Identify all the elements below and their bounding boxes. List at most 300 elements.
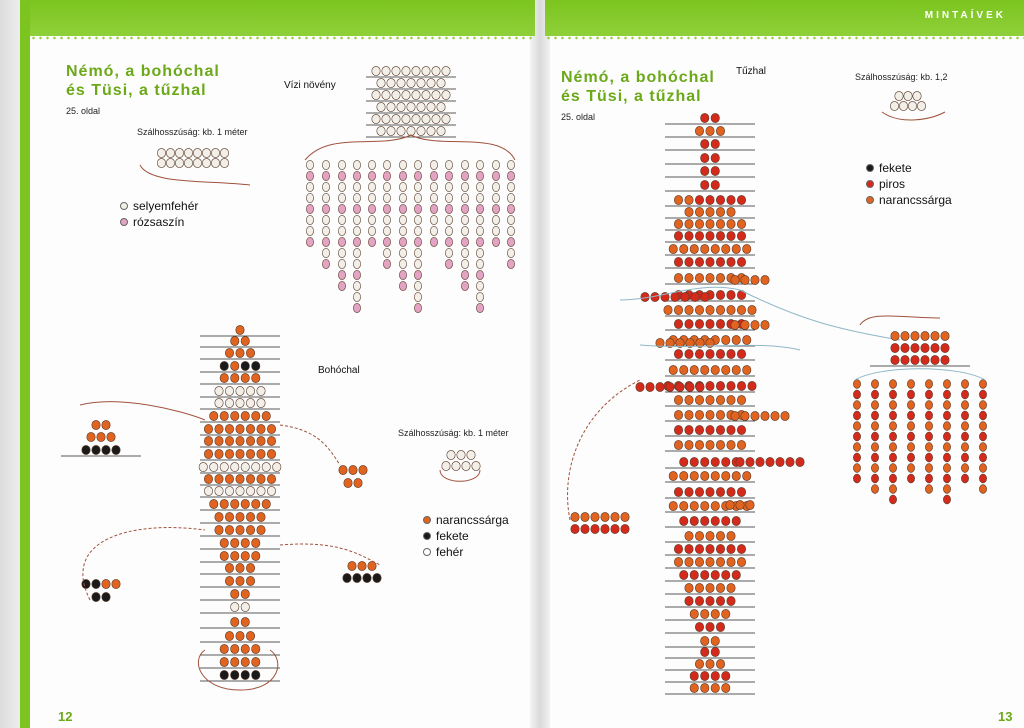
right-title-line1: Némó, a bohóchal: [561, 69, 715, 86]
bead: [925, 443, 932, 452]
bead: [979, 453, 986, 462]
bead: [252, 499, 260, 508]
bead: [220, 644, 228, 653]
bead: [943, 390, 950, 399]
bead: [382, 90, 390, 99]
bead: [399, 270, 406, 279]
bead: [97, 432, 105, 441]
thread-path: [855, 369, 985, 380]
bead: [306, 226, 313, 235]
bead: [685, 231, 693, 240]
bead: [690, 683, 698, 692]
bead: [680, 365, 688, 374]
bead: [231, 336, 239, 345]
bead: [225, 449, 233, 458]
bead: [722, 671, 730, 680]
bead: [899, 101, 907, 110]
bead: [353, 259, 360, 268]
bead: [353, 573, 361, 582]
bead: [383, 215, 390, 224]
bead: [392, 66, 400, 75]
bead: [414, 259, 421, 268]
bead: [680, 244, 688, 253]
bead: [674, 395, 682, 404]
bead: [322, 182, 329, 191]
bead: [383, 204, 390, 213]
bead: [397, 78, 405, 87]
bead: [343, 573, 351, 582]
bead: [306, 193, 313, 202]
bead: [220, 158, 228, 167]
bead: [907, 443, 914, 452]
bead: [225, 386, 233, 395]
bead: [695, 305, 703, 314]
bead: [220, 411, 228, 420]
legend-label: selyemfehér: [133, 199, 199, 213]
bead: [711, 244, 719, 253]
bead: [338, 259, 345, 268]
bead: [701, 471, 709, 480]
bead: [322, 160, 329, 169]
bead: [695, 425, 703, 434]
bead: [722, 335, 730, 344]
bead: [437, 78, 445, 87]
bead: [891, 355, 899, 364]
bead: [979, 380, 986, 389]
bead: [731, 411, 739, 420]
bead: [761, 320, 769, 329]
bead: [204, 486, 212, 495]
bead: [737, 305, 745, 314]
bead: [407, 102, 415, 111]
bead: [925, 453, 932, 462]
bead: [711, 570, 719, 579]
bead: [414, 182, 421, 191]
bead: [674, 231, 682, 240]
bead: [711, 153, 719, 162]
bead: [383, 171, 390, 180]
bead: [417, 78, 425, 87]
bead: [267, 436, 275, 445]
bead: [306, 204, 313, 213]
bead: [716, 319, 724, 328]
bead: [437, 126, 445, 135]
bead: [359, 465, 367, 474]
bead: [722, 471, 730, 480]
bead: [241, 499, 249, 508]
bead: [452, 461, 460, 470]
bead: [925, 485, 932, 494]
bead: [257, 436, 265, 445]
bead: [716, 440, 724, 449]
bead: [399, 215, 406, 224]
bead: [890, 101, 898, 110]
bead: [445, 171, 452, 180]
bead: [674, 349, 682, 358]
bead: [685, 257, 693, 266]
bead: [695, 231, 703, 240]
bead: [706, 659, 714, 668]
bead: [706, 349, 714, 358]
bead: [246, 525, 254, 534]
bead: [445, 193, 452, 202]
bead: [412, 114, 420, 123]
bead: [690, 570, 698, 579]
bead: [669, 244, 677, 253]
bead: [383, 248, 390, 257]
bead: [943, 411, 950, 420]
bead: [889, 443, 896, 452]
bead: [231, 361, 239, 370]
bead: [322, 171, 329, 180]
bead: [621, 512, 629, 521]
bead: [732, 516, 740, 525]
bead: [941, 355, 949, 364]
bead: [680, 570, 688, 579]
bead: [112, 445, 120, 454]
bead: [246, 348, 254, 357]
bead: [943, 380, 950, 389]
bead: [392, 90, 400, 99]
bead: [215, 449, 223, 458]
bead: [353, 248, 360, 257]
bead: [943, 401, 950, 410]
thread-length-note-2: Szálhosszúság: kb. 1 méter: [398, 428, 509, 438]
bead: [215, 486, 223, 495]
bead: [664, 305, 672, 314]
bead: [82, 445, 90, 454]
bead: [701, 647, 709, 656]
bead: [706, 596, 714, 605]
bead: [322, 226, 329, 235]
bead: [716, 349, 724, 358]
right-title-line2: és Tüsi, a tűzhal: [561, 88, 702, 105]
bead: [695, 544, 703, 553]
bead: [210, 411, 218, 420]
bead: [601, 512, 609, 521]
bead: [853, 390, 860, 399]
bead: [961, 453, 968, 462]
bead: [231, 551, 239, 560]
bead: [889, 411, 896, 420]
thread-path: [80, 402, 205, 420]
bead: [236, 576, 244, 585]
bead: [706, 531, 714, 540]
bead: [252, 644, 260, 653]
bead: [241, 589, 249, 598]
bead: [961, 411, 968, 420]
bead: [231, 373, 239, 382]
bead: [372, 90, 380, 99]
bead: [711, 516, 719, 525]
bead: [507, 215, 514, 224]
bead: [338, 193, 345, 202]
bead: [701, 180, 709, 189]
bead: [676, 382, 684, 391]
bead: [727, 557, 735, 566]
bead: [680, 471, 688, 480]
legend-label: fekete: [436, 529, 469, 543]
bead: [727, 195, 735, 204]
thread-path: [198, 650, 277, 690]
legend-label: piros: [879, 177, 906, 191]
bead: [943, 485, 950, 494]
bead: [711, 113, 719, 122]
bead: [961, 390, 968, 399]
bead: [338, 215, 345, 224]
bead: [241, 538, 249, 547]
thread-path: [140, 165, 250, 185]
bead: [492, 226, 499, 235]
bead: [368, 171, 375, 180]
bead: [716, 257, 724, 266]
bead: [711, 471, 719, 480]
bead: [322, 237, 329, 246]
bead: [571, 512, 579, 521]
bead: [766, 457, 774, 466]
bead: [727, 395, 735, 404]
bead: [674, 273, 682, 282]
bead: [716, 219, 724, 228]
bead: [414, 193, 421, 202]
bead: [220, 462, 228, 471]
bead: [399, 171, 406, 180]
bead: [871, 380, 878, 389]
bead: [322, 193, 329, 202]
bead: [711, 609, 719, 618]
bead: [231, 499, 239, 508]
bead: [353, 160, 360, 169]
bead: [399, 160, 406, 169]
bead: [853, 464, 860, 473]
bead: [727, 305, 735, 314]
bead: [322, 204, 329, 213]
bead: [476, 171, 483, 180]
bead: [445, 204, 452, 213]
bead: [674, 219, 682, 228]
bead: [690, 516, 698, 525]
legend-label: narancssárga: [436, 513, 509, 527]
bead: [701, 244, 709, 253]
bead: [913, 91, 921, 100]
bead: [706, 557, 714, 566]
bead: [751, 411, 759, 420]
bead: [257, 398, 265, 407]
bead: [748, 381, 756, 390]
bead: [414, 204, 421, 213]
bead: [706, 622, 714, 631]
bead: [377, 126, 385, 135]
bead: [267, 424, 275, 433]
bead: [591, 512, 599, 521]
bead: [417, 102, 425, 111]
bead: [695, 596, 703, 605]
bead: [220, 670, 228, 679]
bead: [338, 237, 345, 246]
bead: [722, 244, 730, 253]
bead: [706, 126, 714, 135]
bead: [476, 193, 483, 202]
bead: [427, 102, 435, 111]
bead: [461, 171, 468, 180]
bead: [695, 659, 703, 668]
bead: [166, 158, 174, 167]
bead: [907, 401, 914, 410]
bead: [737, 231, 745, 240]
bead: [252, 462, 260, 471]
bead: [467, 450, 475, 459]
bead: [925, 432, 932, 441]
bead: [231, 462, 239, 471]
bead: [853, 380, 860, 389]
bead: [430, 237, 437, 246]
bead: [737, 381, 745, 390]
bead: [407, 126, 415, 135]
bead: [339, 465, 347, 474]
bead: [92, 579, 100, 588]
bead: [220, 361, 228, 370]
bead: [889, 422, 896, 431]
bead: [690, 501, 698, 510]
bead: [414, 270, 421, 279]
bead: [611, 524, 619, 533]
bead: [225, 486, 233, 495]
bead: [442, 66, 450, 75]
bead: [368, 226, 375, 235]
bead: [907, 464, 914, 473]
bead: [372, 66, 380, 75]
bead: [901, 343, 909, 352]
bead: [685, 319, 693, 328]
bead: [457, 450, 465, 459]
bead: [931, 355, 939, 364]
bead: [737, 349, 745, 358]
bead: [442, 90, 450, 99]
bead: [751, 320, 759, 329]
bead: [399, 204, 406, 213]
thread-path: [440, 470, 480, 481]
bead: [184, 158, 192, 167]
bead: [727, 219, 735, 228]
bead: [427, 126, 435, 135]
bead: [853, 422, 860, 431]
bead: [112, 579, 120, 588]
bead: [706, 425, 714, 434]
bead: [685, 557, 693, 566]
bead: [941, 343, 949, 352]
bead: [695, 273, 703, 282]
left-page-ref: 25. oldal: [66, 106, 101, 116]
bead: [338, 160, 345, 169]
bead: [979, 464, 986, 473]
bead: [241, 657, 249, 666]
bead: [716, 487, 724, 496]
bead: [701, 501, 709, 510]
bead: [445, 215, 452, 224]
bead: [871, 432, 878, 441]
bead: [680, 516, 688, 525]
bead: [476, 281, 483, 290]
bead: [751, 275, 759, 284]
bead: [669, 365, 677, 374]
bead: [377, 102, 385, 111]
bead: [507, 237, 514, 246]
bead: [422, 66, 430, 75]
bead: [414, 281, 421, 290]
bead: [901, 355, 909, 364]
bead: [889, 380, 896, 389]
bead: [306, 215, 313, 224]
bead: [716, 583, 724, 592]
bead: [685, 544, 693, 553]
bead: [685, 219, 693, 228]
bead: [711, 457, 719, 466]
bead: [442, 461, 450, 470]
legend-label: rózsaszín: [133, 215, 185, 229]
bead: [397, 126, 405, 135]
bead: [716, 659, 724, 668]
bead: [445, 248, 452, 257]
bead: [716, 207, 724, 216]
bead: [241, 361, 249, 370]
bead: [241, 411, 249, 420]
bead: [432, 66, 440, 75]
bead: [353, 182, 360, 191]
bead: [871, 464, 878, 473]
bead: [225, 348, 233, 357]
bead: [706, 207, 714, 216]
bead: [695, 440, 703, 449]
bead: [236, 436, 244, 445]
bead: [743, 365, 751, 374]
firefish-label: Tűzhal: [736, 66, 767, 77]
bead: [273, 462, 281, 471]
bead: [979, 390, 986, 399]
bead: [911, 343, 919, 352]
bead: [695, 257, 703, 266]
bead: [417, 126, 425, 135]
bead: [252, 411, 260, 420]
bead: [166, 148, 174, 157]
bead: [353, 215, 360, 224]
bead: [476, 182, 483, 191]
bead: [383, 237, 390, 246]
bead: [210, 462, 218, 471]
bead: [695, 395, 703, 404]
bead: [853, 453, 860, 462]
bead: [706, 544, 714, 553]
bead: [267, 449, 275, 458]
bead: [399, 193, 406, 202]
thread-path: [620, 287, 900, 340]
bead: [716, 557, 724, 566]
bead: [921, 355, 929, 364]
bead: [231, 538, 239, 547]
bead: [368, 561, 376, 570]
bead: [696, 382, 704, 391]
left-page-number: 12: [58, 709, 73, 724]
thread-path: [568, 380, 640, 520]
bead: [236, 386, 244, 395]
bead: [716, 381, 724, 390]
bead: [736, 500, 744, 509]
bead: [727, 583, 735, 592]
bead: [907, 474, 914, 483]
bead: [674, 410, 682, 419]
bead: [231, 670, 239, 679]
bead: [492, 237, 499, 246]
bead: [102, 420, 110, 429]
